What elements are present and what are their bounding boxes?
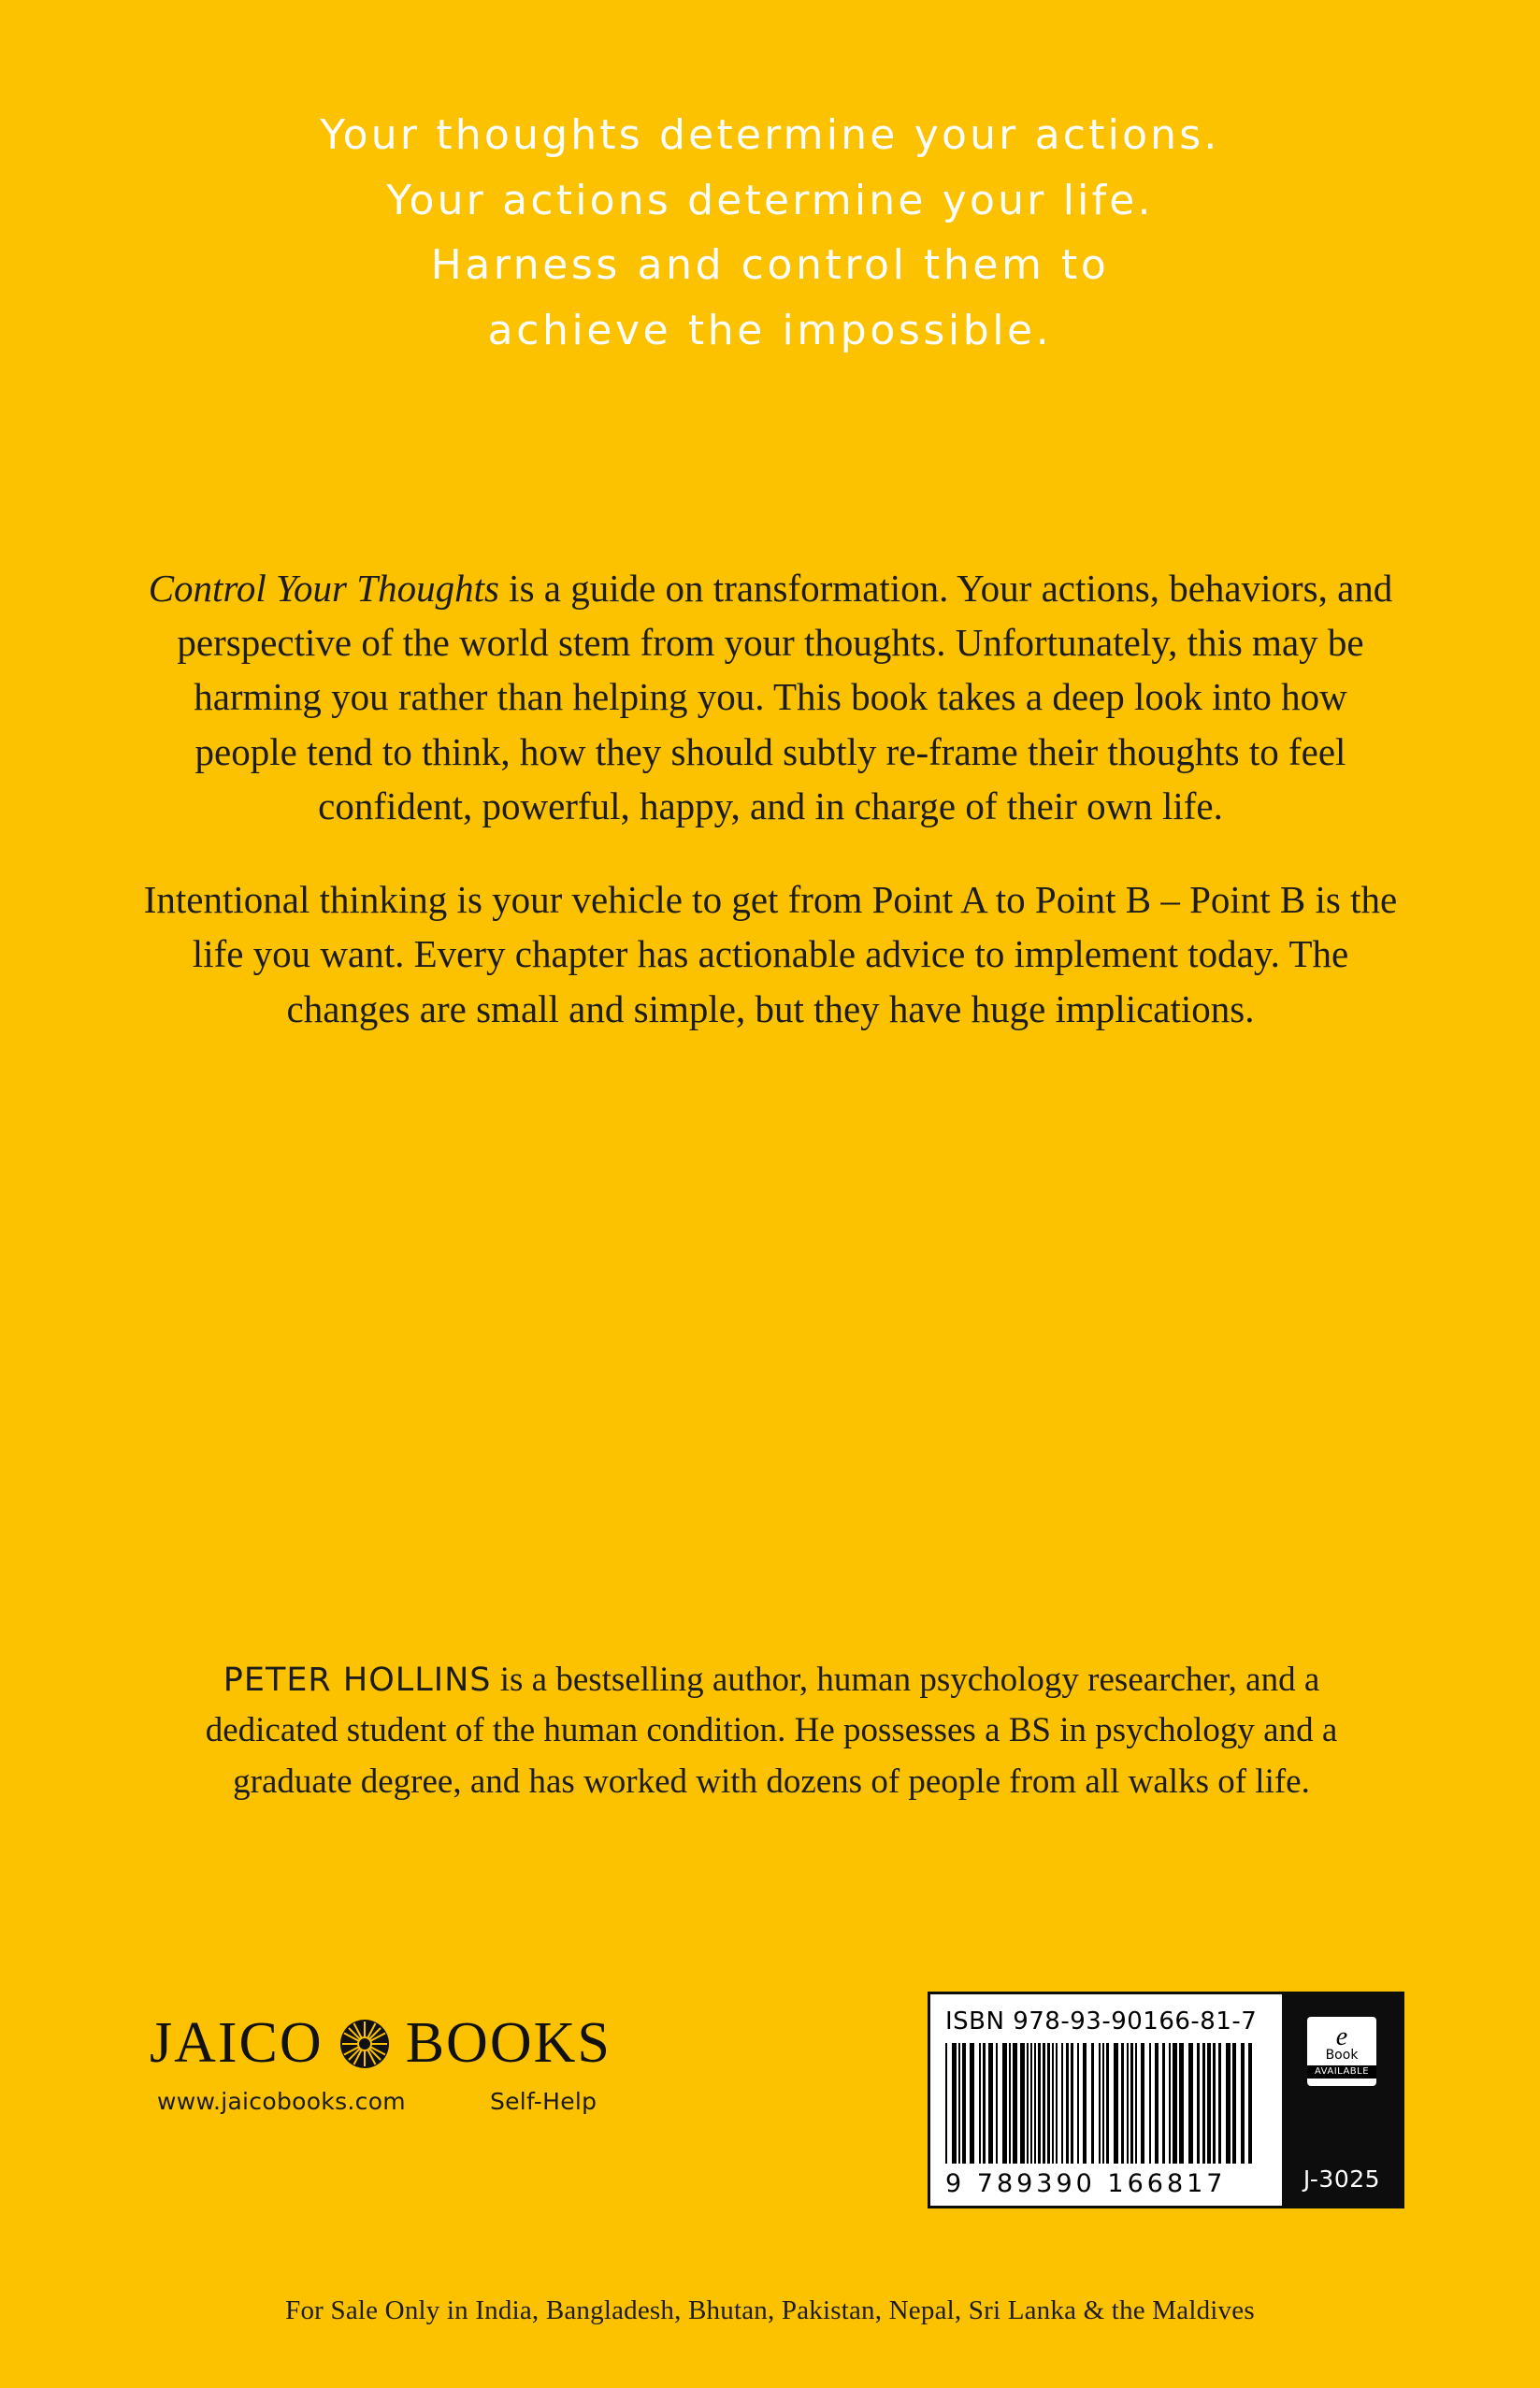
isbn-label: ISBN 978-93-90166-81-7 (945, 2007, 1258, 2036)
barcode-image (945, 2043, 1271, 2164)
publisher-name-right: BOOKS (405, 2011, 612, 2075)
author-name: PETER HOLLINS (223, 1662, 492, 1699)
isbn-barcode-block (928, 1992, 1404, 2208)
publisher-sub-row (150, 2088, 729, 2115)
jaico-code: J-3025 (1303, 2165, 1381, 2193)
isbn-left-panel (930, 1994, 1282, 2206)
description-paragraph-1-rest: is a guide on transformation. Your actions, behaviors, and perspective of the world stem from your thoughts. Unfortunately, this may be harming you rather than helping you. This book takes a deep look into how people tend to think, how they should subtly re-frame their thoughts to feel confident, powerful, happy, and in charge of their own life. (177, 567, 1393, 827)
ebook-panel (1282, 1994, 1402, 2206)
author-bio-text: is a bestselling author, human psychology researcher, and a dedicated student of the human condition. He possesses a BS in psychology and a graduate degree, and has worked with dozens of people from all walks of life. (205, 1661, 1338, 1801)
ebook-badge-icon (1307, 2017, 1376, 2086)
description-block (140, 561, 1401, 1036)
book-category: Self-Help (489, 2088, 597, 2115)
ebook-available-label: AVAILABLE (1307, 2065, 1376, 2079)
description-paragraph-2: Intentional thinking is your vehicle to get from Point A to Point B – Point B is the life you want. Every chapter has actionable advice to implement today. The changes are small and simple, but they have huge implications. (143, 878, 1398, 1030)
publisher-name-left: JAICO (150, 2011, 324, 2075)
tagline-line-1: Your thoughts determine your actions. (320, 111, 1220, 159)
book-title-italic: Control Your Thoughts (148, 567, 499, 610)
publisher-logo-row (150, 2010, 729, 2077)
sale-territory-note: For Sale Only in India, Bangladesh, Bhutan, Pakistan, Nepal, Sri Lanka & the Maldives (285, 2295, 1255, 2325)
jaico-sunburst-icon (338, 2018, 391, 2070)
tagline-block (0, 103, 1540, 363)
ebook-e-letter: e (1335, 2022, 1348, 2051)
tagline-line-4: achieve the impossible. (487, 306, 1053, 354)
publisher-block (150, 2010, 729, 2115)
tagline-line-2: Your actions determine your life. (386, 176, 1154, 224)
author-bio-block (187, 1655, 1356, 1807)
tagline-line-3: Harness and control them to (430, 241, 1110, 290)
description-paragraph-1 (140, 561, 1401, 833)
ebook-book-label: Book (1325, 2048, 1359, 2063)
isbn-digits: 9 789390 166817 (945, 2169, 1227, 2198)
publisher-website[interactable]: www.jaicobooks.com (157, 2088, 406, 2115)
